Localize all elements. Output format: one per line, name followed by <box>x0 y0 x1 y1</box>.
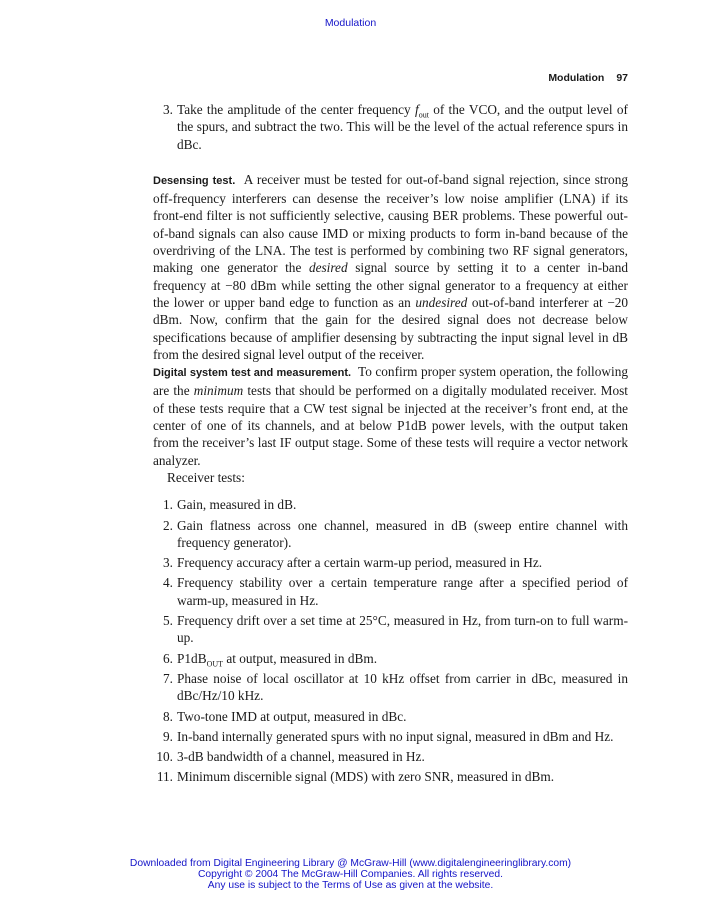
list-item-text: 3-dB bandwidth of a channel, measured in Hz. <box>177 749 425 765</box>
desensing-text-1: A receiver must be tested for out-of-band signal rejection, since strong off-frequency interferers can desense the receiver’s low noise amplifier (LNA) if its front-end filter is not sufficiently selective, causing BER problems. These powerful out-of-band signals can also cause IMD or mixing products to form in-band because of the overdriving of the LNA. The test is performed by combining two RF signal generators, making one generator the <box>153 171 628 276</box>
list-item-number: 10 . <box>153 748 173 765</box>
list-item <box>153 728 628 745</box>
step-list <box>153 101 628 153</box>
list-item-number: 5 . <box>153 612 173 629</box>
list-item-text: Two-tone IMD at output, measured in dBc. <box>177 708 407 724</box>
list-item-text: Frequency drift over a set time at 25°C, measured in Hz, from turn-on to full warm-up. <box>177 613 628 646</box>
list-item-number: 6 . <box>153 650 173 667</box>
list-item <box>153 708 628 725</box>
list-item-text: Minimum discernible signal (MDS) with zero SNR, measured in dBm. <box>177 769 555 785</box>
desensing-paragraph <box>153 171 628 363</box>
list-item <box>153 101 628 153</box>
footer-terms[interactable]: Any use is subject to the Terms of Use as given at the website. <box>207 880 494 891</box>
frequency-variable: f <box>414 102 419 117</box>
list-item-text: Frequency stability over a certain temperature range after a specified period of warm-up, measured in Hz. <box>177 575 628 608</box>
receiver-tests-list <box>153 496 628 785</box>
desensing-text-3: out-of-band interferer at −20 dBm. Now, confirm that the gain for the desired signal does not decrease below specifications because of amplifier desensing by subtracting the input signal level in dB from the desired signal level output of the receiver. <box>153 294 629 362</box>
receiver-tests-label: Receiver tests: <box>167 469 245 485</box>
digital-paragraph <box>153 363 628 469</box>
list-item-number: 7 . <box>153 670 173 687</box>
p1db-subscript: OUT <box>206 659 224 669</box>
page-number: 97 <box>616 72 628 84</box>
list-item <box>153 612 628 647</box>
desensing-text-2: signal source by setting it to a center in-band frequency at −80 dBm while setting the other signal generator to a frequency at either the lower or upper band edge to function as an <box>153 260 628 310</box>
list-item-text: at output, measured in dBm. <box>223 650 378 666</box>
list-item-text: Phase noise of local oscillator at 10 kHz offset from carrier in dBc, measured in dBc/Hz/10 kHz. <box>177 670 628 704</box>
list-item <box>153 517 628 552</box>
list-item-text: Gain, measured in dB. <box>177 497 297 513</box>
list-item-number: 4 . <box>153 574 173 591</box>
list-item-number: 9 . <box>153 728 173 745</box>
list-item <box>153 748 628 765</box>
digital-text-1: To confirm proper system operation, the following are the <box>153 364 628 399</box>
p1db-label: P1dB <box>177 650 207 666</box>
list-item <box>153 574 628 609</box>
top-modulation-link[interactable]: Modulation <box>324 17 377 29</box>
list-item-number: 11 . <box>153 768 173 785</box>
digital-emphasis-minimum: minimum <box>193 383 244 399</box>
footer-download-link[interactable]: Downloaded from Digital Engineering Library @ McGraw-Hill (www.digitalengineeringlibrary.com) <box>129 858 572 869</box>
list-item <box>153 554 628 571</box>
list-item <box>153 650 628 667</box>
running-title: Modulation <box>548 72 605 84</box>
list-item <box>153 768 628 785</box>
digital-heading: Digital system test and measurement. <box>153 367 352 380</box>
step-text-before: Take the amplitude of the center frequency <box>177 102 415 117</box>
list-item-text: In-band internally generated spurs with no input signal, measured in dBm and Hz. <box>177 728 614 744</box>
list-item <box>153 496 628 513</box>
list-item-number: 8 . <box>153 708 173 725</box>
footer-copyright[interactable]: Copyright © 2004 The McGraw-Hill Companies. All rights reserved. <box>198 869 503 880</box>
list-item <box>153 670 628 705</box>
running-head <box>548 72 628 84</box>
list-item-number: 3 . <box>153 554 173 571</box>
list-item-text: Frequency accuracy after a certain warm-up period, measured in Hz. <box>177 555 543 571</box>
footer <box>0 858 701 891</box>
desensing-emphasis-undesired: undesired <box>415 294 468 310</box>
digital-text-2: tests that should be performed on a digitally modulated receiver. Most of these tests require that a CW test signal be injected at the receiver’s front end, at the center of one of its channels, and at below P1dB power levels, with the output taken from the receiver’s last IF output stage. Some of these tests will require a vector network analyzer. <box>153 383 628 468</box>
frequency-variable-subscript: out <box>418 110 429 120</box>
desensing-heading: Desensing test. <box>153 174 236 187</box>
list-item-text: Gain flatness across one channel, measured in dB (sweep entire channel with frequency generator). <box>177 517 628 550</box>
list-item-number: 3 . <box>153 101 173 118</box>
list-item-number: 1 . <box>153 496 173 513</box>
page-body <box>153 101 628 789</box>
step-text-after: of the VCO, and the output level of the spurs, and subtract the two. This will be the level of the actual reference spurs in dBc. <box>177 102 628 152</box>
desensing-emphasis-desired: desired <box>308 260 348 276</box>
list-item-number: 2 . <box>153 517 173 534</box>
